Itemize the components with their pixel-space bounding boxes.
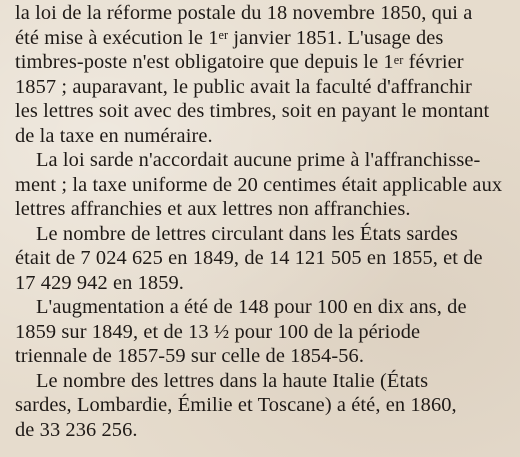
paragraph-4-line-2: 1859 sur 1849, et de 13 ½ pour 100 de la période <box>15 320 421 343</box>
paragraph-3-line-1: Le nombre de lettres circulant dans les États sardes <box>36 222 458 245</box>
paragraph-1-line-4: 1857 ; auparavant, le public avait la faculté d'affranchir <box>15 75 472 98</box>
paragraph-3-line-3: 17 429 942 en 1859. <box>15 271 184 294</box>
paragraph-4-line-1: L'augmentation a été de 148 pour 100 en dix ans, de <box>36 296 467 318</box>
paragraph-3-line-2: était de 7 024 625 en 1849, de 14 121 505 en 1855, et de <box>15 247 483 269</box>
paragraph-1-line-6: de la taxe en numéraire. <box>15 124 213 147</box>
paragraph-4 <box>15 295 512 369</box>
paragraph-4-line-3: triennale de 1857-59 sur celle de 1854-56. <box>15 345 365 367</box>
paragraph-3 <box>15 222 512 296</box>
paragraph-1-line-1: la loi de la réforme postale du 18 novembre 1850, qui a <box>15 2 473 24</box>
paragraph-1-line-3: timbres-poste n'est obligatoire que depuis le 1er février <box>15 51 464 73</box>
paragraph-5-line-2: sardes, Lombardie, Émilie et Toscane) a été, en 1860, <box>15 394 457 416</box>
paragraph-1 <box>15 1 512 148</box>
paragraph-5-line-1: Le nombre des lettres dans la haute Italie (États <box>36 369 429 392</box>
paragraph-2-line-2: ment ; la taxe uniforme de 20 centimes était applicable aux <box>15 173 503 196</box>
paragraph-2-line-1: La loi sarde n'accordait aucune prime à l'affranchisse- <box>36 149 481 171</box>
paragraph-1-line-5: les lettres soit avec des timbres, soit en payant le montant <box>15 100 490 122</box>
paragraph-5-line-3: de 33 236 256. <box>15 418 138 441</box>
paragraph-2 <box>15 148 512 222</box>
paragraph-1-line-2: été mise à exécution le 1er janvier 1851. L'usage des <box>15 26 444 49</box>
paragraph-2-line-3: lettres affranchies et aux lettres non affranchies. <box>15 198 411 220</box>
paragraph-5 <box>15 369 512 443</box>
